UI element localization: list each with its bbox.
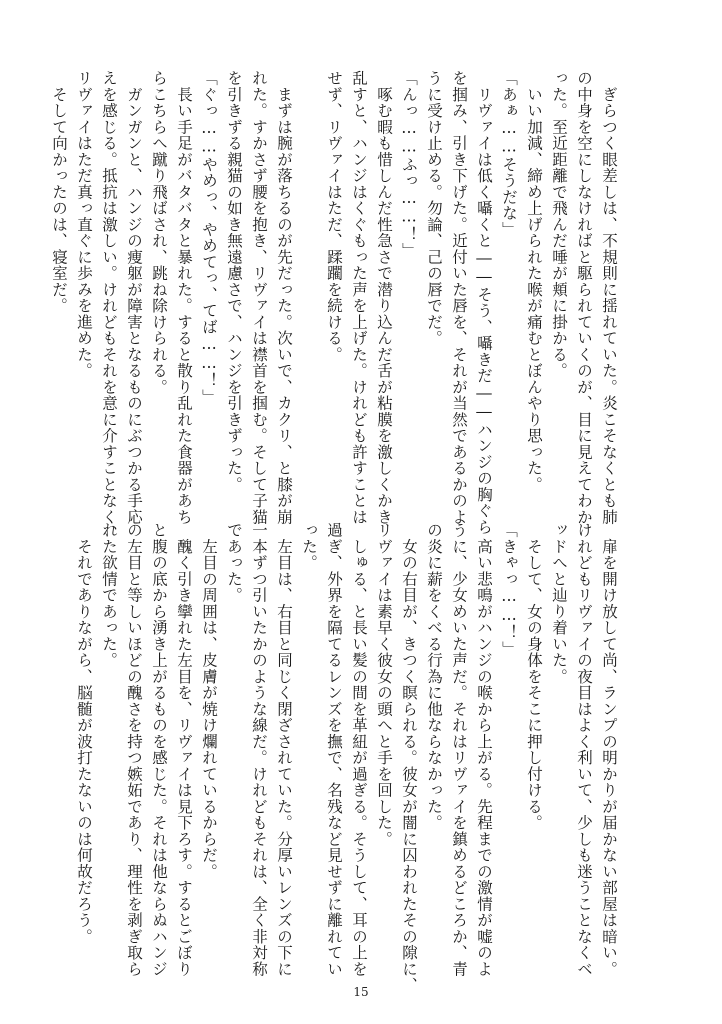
text-line: うに、少女めいた声だ。それはリヴァイを鎮めるどころか、青 [450,522,468,977]
text-line: ッドへと辿り着いた。 [550,522,568,685]
text-line: リヴァイは素早く彼女の頭へと手を回した。 [375,522,393,847]
text-line: と腹の底から湧き上がるものを感じた。それは他ならぬハンジ [150,522,168,977]
text-line: の左目と等しいほどの醜さを持つ嫉妬であり、理性を剥ぎ取ら [125,522,143,977]
text-line: の炎に薪をくべる行為に他ならなかった。 [425,522,443,831]
text-line: 女の右目が、きつく瞑られる。彼女が闇に囚われたその隙に、 [400,522,418,994]
text-line: を引きずる親猫の如き無遠慮さで、ハンジを引きずった。 [225,70,243,493]
text-line: せず、リヴァイはただ、蹂躙を続ける。 [325,70,343,363]
text-line: 一本ずつ引いたかのような線だ。けれどもそれは、全く非対称 [250,522,268,977]
text-line: 左目の周囲は、皮膚が焼け爛れているからだ。 [200,522,218,880]
text-line: った。 [300,522,318,571]
text-line: ガンガンと、ハンジの痩躯が障害となるものにぶつかる手応 [125,70,143,525]
text-line: 高い悲鳴がハンジの喉から上がる。先程までの激情が嘘のよ [475,522,493,977]
text-line: 醜く引き攣れた左目を、リヴァイは見下ろす。するとごぼり [175,522,193,977]
text-line: 「きゃっ……！」 [500,522,518,657]
text-line: 「あぁ……そうだな」 [500,70,518,238]
text-line: うに受け止める。勿論、己の唇でだ。 [425,70,443,347]
text-line: 過ぎ、外界を隔てるレンズを撫で、名残など見せずに離れてい [325,522,343,977]
text-line: リヴァイはただ真っ直ぐに歩みを進めた。 [75,70,93,379]
text-line: 「んっ……ふっ……！」 [400,70,418,259]
text-line: しゅる、と長い髪の間を革紐が過ぎる。そうして、耳の上を [350,522,368,977]
text-line: れた欲情であった。 [100,522,118,669]
text-line: であった。 [225,522,243,604]
text-line: れた。すかさず腰を抱き、リヴァイは襟首を掴む。そして子猫 [250,70,268,525]
page-number: 15 [353,985,369,999]
text-line: 長い手足がバタバタと暴れた。すると散り乱れた食器があち [175,70,193,525]
text-line: った。至近距離で飛んだ唾が頬に掛かる。 [550,70,568,379]
text-line: 「ぐっ……やめっ、やめてっ、てば……！」 [200,70,218,405]
text-line: 啄む暇も惜しんだ性急さで潜り込んだ舌が粘膜を激しくかき [375,70,393,525]
text-line: えを感じる。抵抗は激しい。けれどもそれを意に介すことなく、 [100,70,118,542]
text-line: それでありながら、脳髄が波打たないのは何故だろう。 [75,522,93,945]
text-line: そして、女の身体をそこに押し付ける。 [525,522,543,831]
text-line: そして向かったのは、寝室だ。 [50,70,68,314]
text-line: 左目は、右目と同じく閉ざされていた。分厚いレンズの下に [275,522,293,977]
text-line: 扉を開け放して尚、ランプの明かりが届かない部屋は暗い。 [600,522,618,977]
text-line: リヴァイは低く囁くと――そう、囁きだ――ハンジの胸ぐら [475,70,493,535]
text-line: 乱すと、ハンジはくぐもった声を上げた。けれども許すことは [350,70,368,525]
text-line: まずは腕が落ちるのが先だった。次いで、カクリ、と膝が崩 [275,70,293,525]
text-line: を掴み、引き下げた。近付いた唇を、それが当然であるかのよ [450,70,468,525]
text-line: らこちらへ蹴り飛ばされ、跳ね除けられる。 [150,70,168,395]
text-line: いい加減、締め上げられた喉が痛むとぼんやり思った。 [525,70,543,493]
text-line: けれどもリヴァイの夜目はよく利いて、少しも迷うことなくベ [575,522,593,977]
text-line: ぎらつく眼差しは、不規則に揺れていた。炎こそなくとも肺 [600,70,618,525]
text-line: の中身を空にしなければと駆られていくのが、目に見えてわか [575,70,593,525]
